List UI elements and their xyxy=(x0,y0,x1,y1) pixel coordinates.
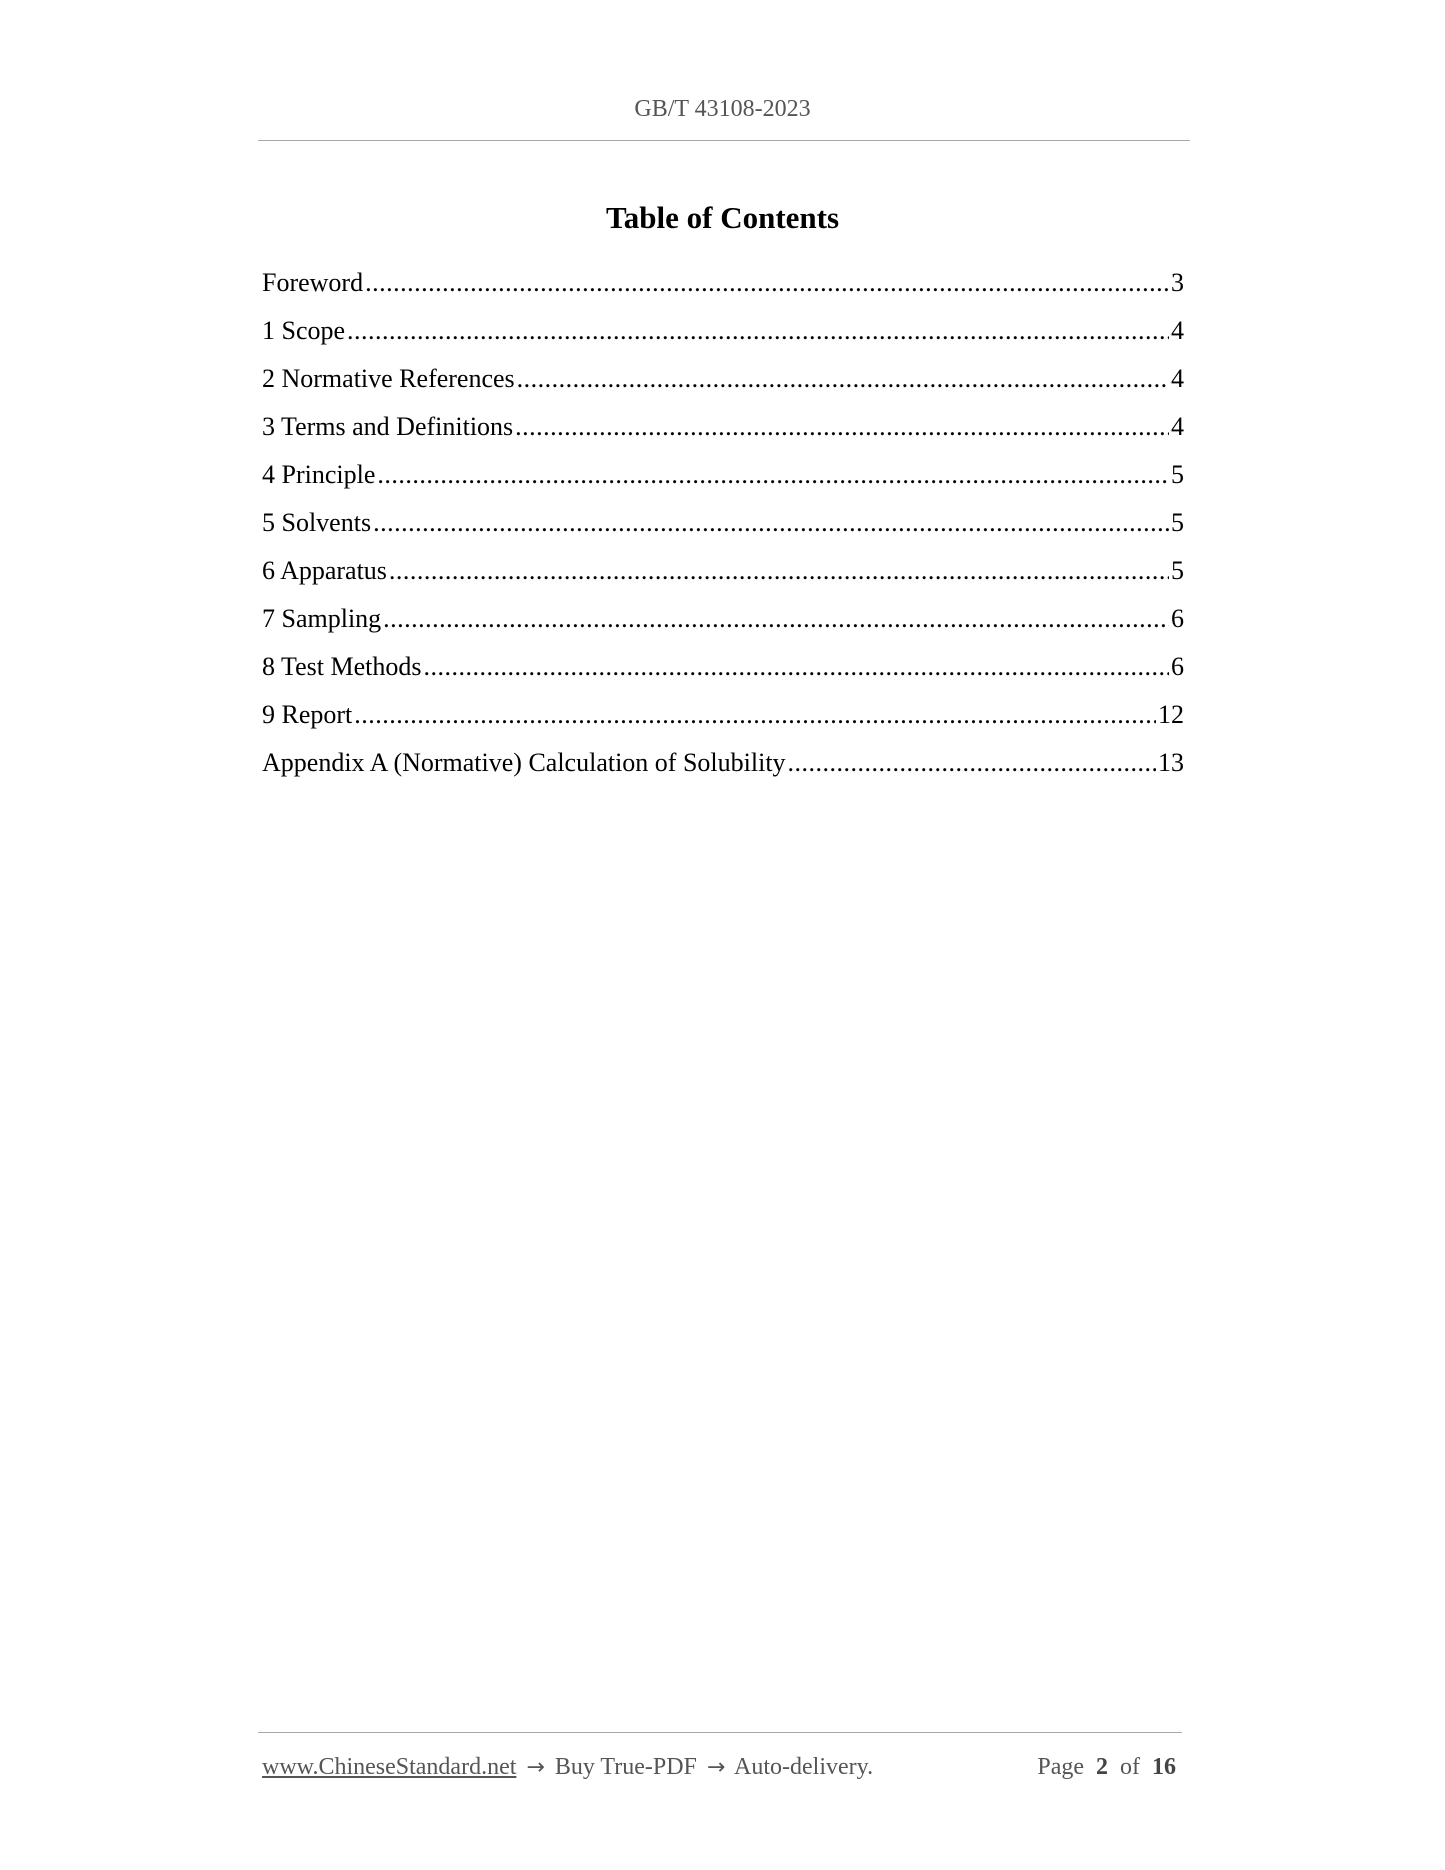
toc-entry[interactable] xyxy=(262,742,1184,790)
toc-dot-leader xyxy=(377,454,1169,496)
toc-entry-page: 4 xyxy=(1171,412,1184,441)
toc-entry[interactable] xyxy=(262,646,1184,694)
arrow-right-icon: → xyxy=(706,1755,726,1780)
toc-entry[interactable] xyxy=(262,406,1184,454)
toc-entry[interactable] xyxy=(262,550,1184,598)
toc-entry-page: 6 xyxy=(1171,652,1184,681)
footer-step-delivery: Auto-delivery. xyxy=(734,1754,874,1780)
toc-entry-label: 5 Solvents xyxy=(262,508,372,537)
page-word: Page xyxy=(1037,1754,1084,1780)
footer-promo xyxy=(262,1750,873,1785)
arrow-right-icon: → xyxy=(526,1755,545,1780)
toc-entry[interactable] xyxy=(262,454,1184,502)
toc-entry[interactable] xyxy=(262,598,1184,646)
toc-dot-leader xyxy=(389,550,1169,592)
toc-entry-label: 4 Principle xyxy=(262,460,376,489)
toc-entry-label: Foreword xyxy=(262,268,364,297)
of-word: of xyxy=(1120,1754,1140,1780)
toc-entry-page: 13 xyxy=(1158,748,1184,777)
toc-dot-leader xyxy=(423,646,1169,688)
toc-dot-leader xyxy=(354,694,1156,736)
toc-dot-leader xyxy=(383,598,1169,640)
toc-entry-page: 5 xyxy=(1171,508,1184,537)
toc-dot-leader xyxy=(517,358,1169,400)
page-number xyxy=(1037,1750,1176,1784)
toc-list xyxy=(262,262,1184,790)
toc-entry-label: 7 Sampling xyxy=(262,604,382,633)
toc-entry-page: 4 xyxy=(1171,316,1184,345)
toc-entry[interactable] xyxy=(262,262,1184,310)
toc-entry-label: 6 Apparatus xyxy=(262,556,387,585)
toc-entry[interactable] xyxy=(262,502,1184,550)
toc-entry-page: 12 xyxy=(1158,700,1184,729)
toc-entry[interactable] xyxy=(262,694,1184,742)
total-pages: 16 xyxy=(1152,1754,1176,1780)
page-footer xyxy=(262,1750,1180,1784)
toc-entry-label: 8 Test Methods xyxy=(262,652,422,681)
website-link[interactable]: www.ChineseStandard.net xyxy=(262,1754,517,1780)
toc-entry-page: 4 xyxy=(1171,364,1184,393)
toc-dot-leader xyxy=(788,742,1156,784)
toc-entry-page: 5 xyxy=(1171,460,1184,489)
toc-entry-page: 3 xyxy=(1171,268,1184,297)
toc-entry-label: 2 Normative References xyxy=(262,364,515,393)
toc-entry[interactable] xyxy=(262,358,1184,406)
toc-entry-label: 1 Scope xyxy=(262,316,346,345)
toc-entry[interactable] xyxy=(262,310,1184,358)
toc-dot-leader xyxy=(373,502,1169,544)
toc-dot-leader xyxy=(365,262,1169,304)
toc-entry-page: 5 xyxy=(1171,556,1184,585)
toc-entry-page: 6 xyxy=(1171,604,1184,633)
toc-entry-label: 9 Report xyxy=(262,700,353,729)
document-id: GB/T 43108-2023 xyxy=(634,96,811,122)
current-page: 2 xyxy=(1096,1754,1108,1780)
footer-step-buy: Buy True-PDF xyxy=(554,1754,697,1780)
toc-dot-leader xyxy=(347,310,1169,352)
toc-dot-leader xyxy=(515,406,1169,448)
toc-entry-label: Appendix A (Normative) Calculation of Solubility xyxy=(262,748,786,777)
footer-divider xyxy=(258,1732,1182,1733)
toc-title: Table of Contents xyxy=(605,200,840,235)
toc-entry-label: 3 Terms and Definitions xyxy=(262,412,514,441)
header-divider xyxy=(258,140,1190,141)
